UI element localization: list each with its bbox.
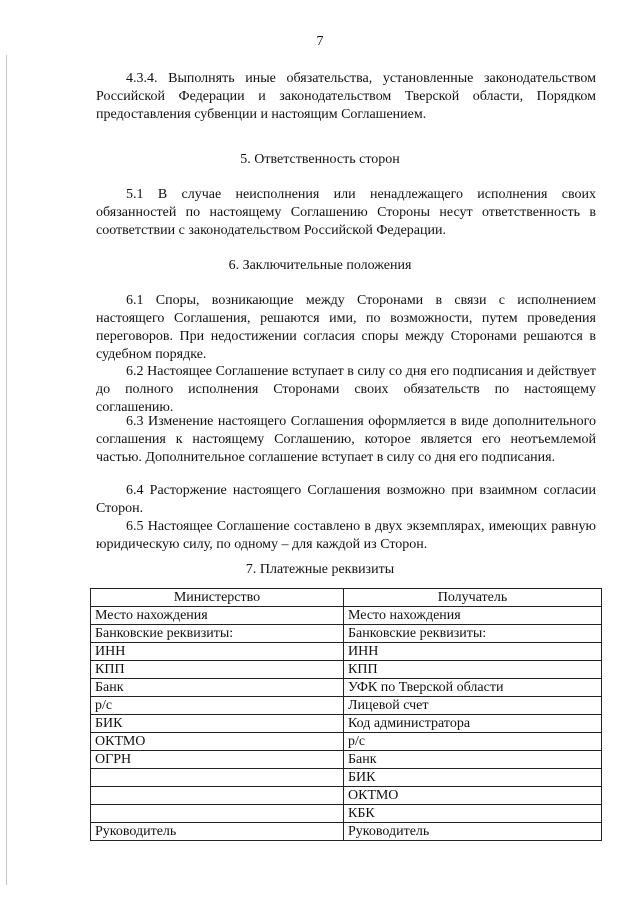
table-cell: Банковские реквизиты:: [344, 625, 602, 643]
table-cell: р/с: [344, 733, 602, 751]
payment-details-table: [90, 588, 602, 841]
table-cell: [91, 805, 344, 823]
table-cell: КПП: [91, 661, 344, 679]
table-cell: Руководитель: [344, 823, 602, 841]
clause-4-3-4: 4.3.4. Выполнять иные обязательства, установленные законодательством Российской Федерации и законодательством Тверской области, Порядком предоставления субвенции и настоящим Соглашением.: [96, 71, 596, 122]
table-cell: Место нахождения: [344, 607, 602, 625]
table-cell: ОКТМО: [91, 733, 344, 751]
clause-6-3: 6.3 Изменение настоящего Соглашения оформляется в виде дополнительного соглашения к настоящему Соглашению, которое является его неотъемлемой частью. Дополнительное соглашение вступает в силу со дня его подписания.: [96, 414, 596, 465]
section-5-heading: 5. Ответственность сторон: [240, 152, 400, 167]
table-cell: Банковские реквизиты:: [91, 625, 344, 643]
page-edge-line: [6, 55, 7, 885]
table-row: [91, 769, 602, 787]
table-row: [91, 625, 602, 643]
clause-6-1: 6.1 Споры, возникающие между Сторонами в связи с исполнением настоящего Соглашения, решаются ими, по возможности, путем проведения переговоров. При недостижении согласия споры между Сторонами решаются в судебном порядке.: [96, 293, 596, 362]
table-cell: КБК: [344, 805, 602, 823]
table-cell: КПП: [344, 661, 602, 679]
table-row: [91, 643, 602, 661]
table-row: [91, 823, 602, 841]
table-row: [91, 715, 602, 733]
table-row: [91, 679, 602, 697]
clause-6-4: 6.4 Расторжение настоящего Соглашения возможно при взаимном согласии Сторон.: [96, 483, 596, 516]
table-header-row: [91, 589, 602, 607]
column-header-recipient: Получатель: [344, 589, 602, 607]
table-row: [91, 787, 602, 805]
clause-6-5: 6.5 Настоящее Соглашение составлено в двух экземплярах, имеющих равную юридическую силу, по одному – для каждой из Сторон.: [96, 519, 596, 552]
table-cell: Лицевой счет: [344, 697, 602, 715]
table-cell: р/с: [91, 697, 344, 715]
table-row: [91, 733, 602, 751]
table-cell: БИК: [344, 769, 602, 787]
table-cell: Руководитель: [91, 823, 344, 841]
table-row: [91, 607, 602, 625]
table-cell: Банк: [91, 679, 344, 697]
table-cell: ИНН: [344, 643, 602, 661]
table-cell: УФК по Тверской области: [344, 679, 602, 697]
page-number: 7: [316, 34, 324, 49]
section-7-heading: 7. Платежные реквизиты: [245, 562, 395, 577]
clause-5-1: 5.1 В случае неисполнения или ненадлежащего исполнения своих обязанностей по настоящему Соглашению Стороны несут ответственность в соответствии с законодательством Российской Федерации.: [96, 187, 596, 238]
column-header-ministry: Министерство: [91, 589, 344, 607]
table-row: [91, 805, 602, 823]
table-cell: Банк: [344, 751, 602, 769]
table-cell: ИНН: [91, 643, 344, 661]
table-cell: Код администратора: [344, 715, 602, 733]
table-row: [91, 751, 602, 769]
section-6-heading: 6. Заключительные положения: [228, 258, 412, 273]
table-cell: [91, 787, 344, 805]
table-cell: Место нахождения: [91, 607, 344, 625]
clause-6-2: 6.2 Настоящее Соглашение вступает в силу со дня его подписания и действует до полного исполнения Сторонами своих обязательств по настоящему соглашению.: [96, 364, 596, 415]
table-cell: БИК: [91, 715, 344, 733]
table-cell: ОКТМО: [344, 787, 602, 805]
table-row: [91, 661, 602, 679]
table-cell: ОГРН: [91, 751, 344, 769]
table-cell: [91, 769, 344, 787]
table-row: [91, 697, 602, 715]
